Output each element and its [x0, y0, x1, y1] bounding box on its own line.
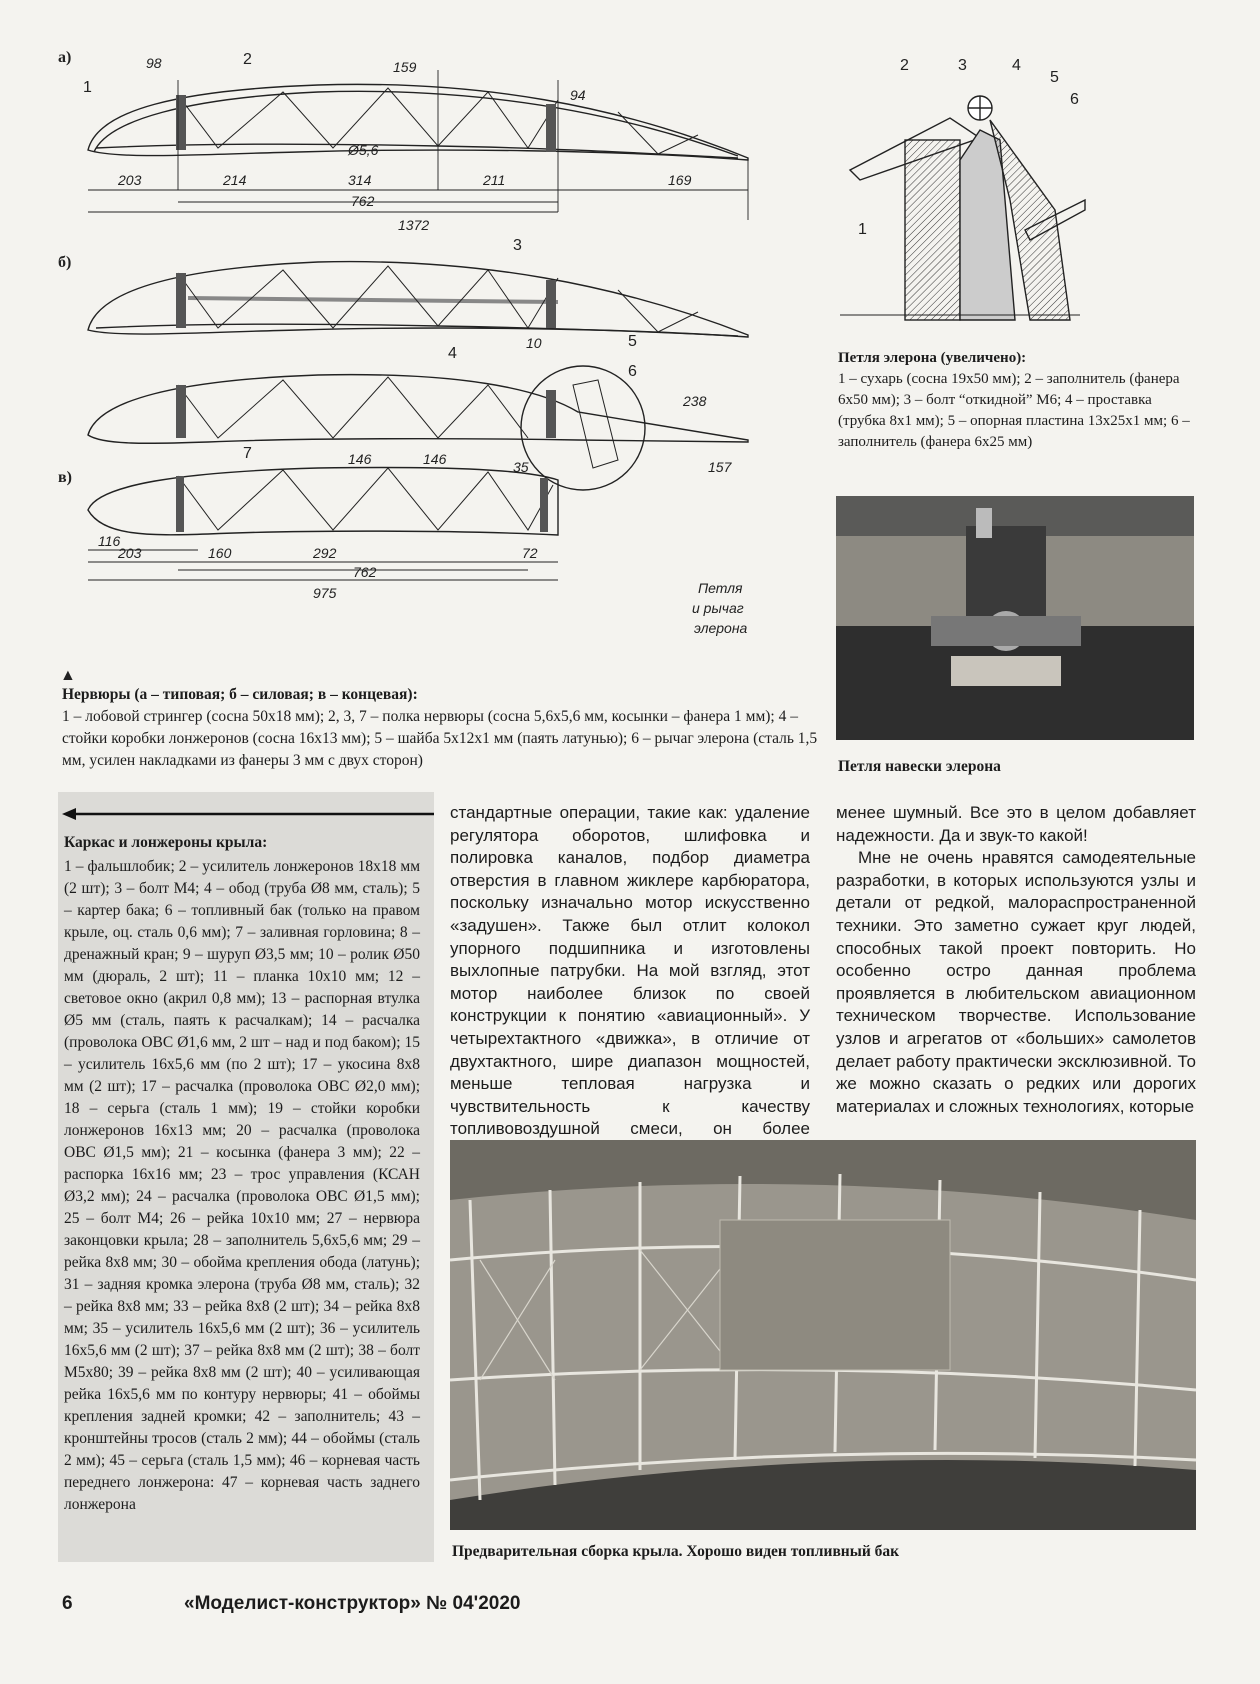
- ribs-caption: Нервюры (а – типовая; б – силовая; в – концевая): 1 – лобовой стрингер (сосна 50х18 мм); 2, 3, 7 – полка нервюры (сосна 5,6х5,6 мм, косынки – фанера 1 мм); 4 – стойки коробки лонжеронов (сосна 16х13 мм); 5 – шайба 5х12х1 мм (паять латунью); 6 – рычаг элерона (сталь 1,5 мм, усилен накладками из фанеры 3 мм с двух сторон): [62, 686, 818, 769]
- paragraph: менее шумный. Все это в целом добавляет надежности. Да и звук-то какой!: [836, 803, 1196, 845]
- svg-text:98: 98: [146, 55, 162, 71]
- svg-text:157: 157: [708, 459, 732, 475]
- svg-text:4: 4: [1012, 57, 1021, 74]
- svg-text:314: 314: [348, 172, 372, 188]
- svg-text:2: 2: [243, 51, 252, 68]
- svg-text:292: 292: [313, 545, 337, 561]
- svg-text:159: 159: [393, 59, 417, 75]
- svg-text:146: 146: [348, 451, 372, 467]
- aileron-hinge-drawing: [840, 50, 1200, 350]
- wing-assembly-photo: [450, 1140, 1196, 1530]
- svg-text:7: 7: [243, 445, 252, 462]
- svg-text:5: 5: [1050, 69, 1059, 86]
- sidebar-body: 1 – фальшлобик; 2 – усилитель лонжеронов 18х18 мм (2 шт); 3 – болт М4; 4 – обод (труба Ø8 мм, сталь); 5 – картер бака; 6 – топливный бак (только на правом крыле, оц. сталь 0,6 мм); 7 – заливная горловина; 8 – дренажный кран; 9 – шуруп Ø3,5 мм; 10 – ролик Ø50 мм (дюраль, 2 шт); 11 – планка 10х10 мм; 12 – световое окно (акрил 0,8 мм); 13 – распорная втулка Ø5 мм (сталь, паять к расчалкам); 14 – расчалка (проволока ОВС Ø1,6 мм, 2 шт – над и под баком); 15 – усилитель 16х5,6 мм (по 2 шт); 17 – укосина 8х8 мм (2 шт); 17 – расчалка (проволока ОВС Ø2,0 мм); 18 – серьга (сталь 1 мм); 19 – стойки коробки лонжеронов 16х13 мм; 20 – расчалка (проволока ОВС Ø1,5 мм); 21 – косынка (фанера 3 мм); 22 – распорка 16х16 мм; 23 – трос управления (КСАН Ø3,2 мм); 24 – расчалка (проволока ОВС Ø1,5 мм); 25 – болт М4; 26 – рейка 10х10 мм; 27 – нервюра законцовки крыла; 28 – заполнитель 5,6х5,6 мм; 29 – рейка 8х8 мм; 30 – обойма крепления обода (латунь); 31 – задняя кромка элерона (труба Ø8 мм, сталь); 32 – рейка 8х8 мм; 33 – рейка 8х8 (2 шт); 34 – рейка 8х8 мм; 35 – усилитель 16х5,6 мм (2 шт); 36 – усилитель 16х5,6 мм (2 шт); 37 – рейка 8х8 мм (2 шт); 38 – болт М5х80; 39 – рейка 8х8 мм (2 шт); 40 – усиливающая рейка 16х5,6 мм по контуру нервюры; 41 – обоймы крепления задней кромки; 42 – заполнитель; 43 – кронштейны тросов (сталь 2 мм); 44 – обоймы (сталь 2 мм); 45 – серьга (сталь 1,5 мм); 46 – корневая часть переднего лонжерона: 47 – корневая часть заднего лонжерона: [64, 858, 420, 1513]
- article-column-3: [836, 802, 1196, 1118]
- svg-text:Ø5,6: Ø5,6: [348, 142, 379, 158]
- svg-text:1: 1: [83, 79, 92, 96]
- svg-text:762: 762: [353, 564, 377, 580]
- svg-text:146: 146: [423, 451, 447, 467]
- svg-text:и рычаг: и рычаг: [692, 600, 744, 616]
- svg-text:10: 10: [526, 335, 542, 351]
- svg-text:203: 203: [118, 172, 142, 188]
- svg-text:116: 116: [98, 533, 121, 549]
- svg-text:3: 3: [513, 237, 522, 254]
- wing-photo-caption: Предварительная сборка крыла. Хорошо виден топливный бак: [452, 1543, 900, 1560]
- svg-text:6: 6: [628, 363, 637, 380]
- page-number: 6: [62, 1593, 73, 1614]
- svg-text:35: 35: [513, 459, 529, 475]
- rib-v-outline: [88, 468, 558, 536]
- sidebar-title: Каркас и лонжероны крыла:: [64, 834, 268, 851]
- arrow-left-icon: [62, 808, 434, 820]
- svg-text:169: 169: [668, 172, 692, 188]
- hinge-photo: [836, 496, 1194, 740]
- hinge-caption: Петля элерона (увеличено): 1 – сухарь (сосна 19х50 мм); 2 – заполнитель (фанера 6х50 мм); 3 – болт “откидной” М6; 4 – проставка (трубка 8х1 мм); 5 – опорная пластина 13х25х1 мм; 6 – заполнитель (фанера 6х25 мм): [838, 350, 1190, 450]
- svg-text:975: 975: [313, 585, 337, 601]
- svg-text:6: 6: [1070, 91, 1079, 108]
- hinge-photo-caption: Петля навески элерона: [838, 758, 1001, 775]
- svg-text:2: 2: [900, 57, 909, 74]
- label-b: б): [58, 254, 72, 271]
- article-column-2: стандартные операции, такие как: удаление регулятора оборотов, шлифовка и полировка каналов, подбор диаметра отверстия в главном жиклере карбюратора, поскольку изначально мотор искусственно «задушен». Также был отлит колокол упорного подшипника и изготовлены выхлопные патрубки. На мой взгляд, этот мотор наиболее близок по своей конструкции к понятию «авиационный». У четырехтактного «движка», в отличие от двухтактного, шире диапазон мощностей, меньше тепловая нагрузка и чувствительность к качеству топливовоздушной смеси, он более: [450, 803, 810, 1139]
- svg-text:94: 94: [570, 87, 586, 103]
- svg-text:3: 3: [958, 57, 967, 74]
- svg-text:элерона: элерона: [694, 620, 748, 636]
- svg-text:214: 214: [223, 172, 247, 188]
- ribs-drawing: [58, 40, 838, 680]
- svg-text:211: 211: [483, 172, 506, 188]
- label-a: а): [58, 49, 72, 66]
- svg-text:▲: ▲: [60, 667, 76, 680]
- svg-text:72: 72: [522, 545, 538, 561]
- magazine-title: «Моделист-конструктор» № 04'2020: [184, 1593, 521, 1614]
- svg-text:4: 4: [448, 345, 457, 362]
- svg-text:Петля: Петля: [698, 580, 743, 596]
- svg-text:203: 203: [118, 545, 142, 561]
- paragraph: Мне не очень нравятся самодеятельные разработки, в которых используются узлы и детали от редкой, малораспространенной техники. Это заметно сужает круг людей, способных такой проект повторить. Но особенно остро данная проблема проявляется в любительском авиационном техническом творчестве. Использование узлов и агрегатов от «больших» самолетов делает работу практически эксклюзивной. То же можно сказать о редких или дорогих материалах и сложных технологиях, которые: [836, 848, 1196, 1116]
- svg-text:5: 5: [628, 333, 637, 350]
- label-v: в): [58, 469, 72, 486]
- svg-text:762: 762: [351, 193, 375, 209]
- svg-text:1: 1: [858, 221, 867, 238]
- svg-text:1372: 1372: [398, 217, 430, 233]
- svg-text:238: 238: [683, 393, 707, 409]
- svg-text:160: 160: [208, 545, 232, 561]
